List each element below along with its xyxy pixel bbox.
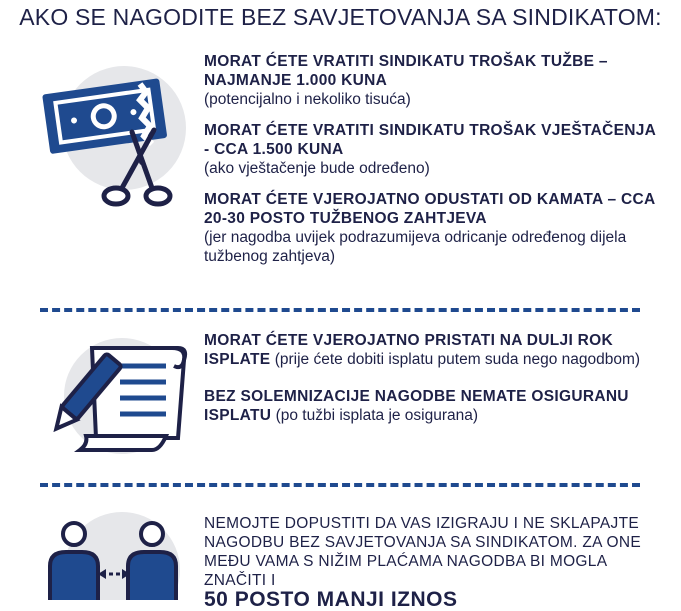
contract-pen-icon [36, 326, 196, 476]
section1-item-1-bold: MORAT ĆETE VRATITI SINDIKATU TROŠAK TUŽBE – NAJMANJE 1.000 KUNA [204, 53, 608, 89]
section2-item-1-bold: MORAT ĆETE VJEROJATNO PRISTATI NA DULJI ROK ISPLATE [204, 332, 614, 368]
section1-item-2-bold: MORAT ĆETE VRATITI SINDIKATU TROŠAK VJEŠTAČENJA - CCA 1.500 KUNA [204, 122, 656, 158]
section1-item-3-bold: MORAT ĆETE VJEROJATNO ODUSTATI OD KAMATA – CCA 20-30 POSTO TUŽBENOG ZAHTJEVA [204, 191, 655, 227]
section1-item-2-note: (ako vještačenje bude određeno) [204, 160, 430, 177]
section1-text [204, 52, 664, 278]
people-exchange-icon [36, 500, 196, 600]
section1-item-3 [204, 190, 664, 266]
section2-item-1 [204, 331, 664, 369]
section1-item-1-note: (potencijalno i nekoliko tisuća) [204, 91, 411, 108]
section3-highlight: 50 POSTO MANJI IZNOS [204, 588, 458, 611]
section1-item-3-note: (jer nagodba uvijek podrazumijeva odricanje određenog dijela tužbenog zahtjeva) [204, 229, 627, 265]
section2-item-2-bold: BEZ SOLEMNIZACIJE NAGODBE NEMATE OSIGURANU ISPLATU [204, 388, 629, 424]
divider-1 [40, 308, 640, 312]
section2-item-1-note: (prije ćete dobiti isplatu putem suda nego nagodbom) [270, 351, 641, 368]
page-title: AKO SE NAGODITE BEZ SAVJETOVANJA SA SINDIKATOM: [19, 4, 662, 30]
divider-2 [40, 483, 640, 487]
money-scissors-icon [36, 56, 196, 216]
section1-item-2 [204, 121, 664, 178]
section3-text [204, 514, 654, 609]
section2-text [204, 331, 664, 437]
section1-item-1 [204, 52, 664, 109]
section3-body: NEMOJTE DOPUSTITI DA VAS IZIGRAJU I NE SKLAPAJTE NAGODBU BEZ SAVJETOVANJA SA SINDIKATOM. ZA ONE MEĐU VAMA S NIŽIM PLAĆAMA NAGODBA BI MOGLA ZNAČITI I [204, 515, 641, 589]
section2-item-2-note: (po tužbi isplata je osigurana) [271, 407, 479, 424]
section2-item-2 [204, 387, 664, 425]
